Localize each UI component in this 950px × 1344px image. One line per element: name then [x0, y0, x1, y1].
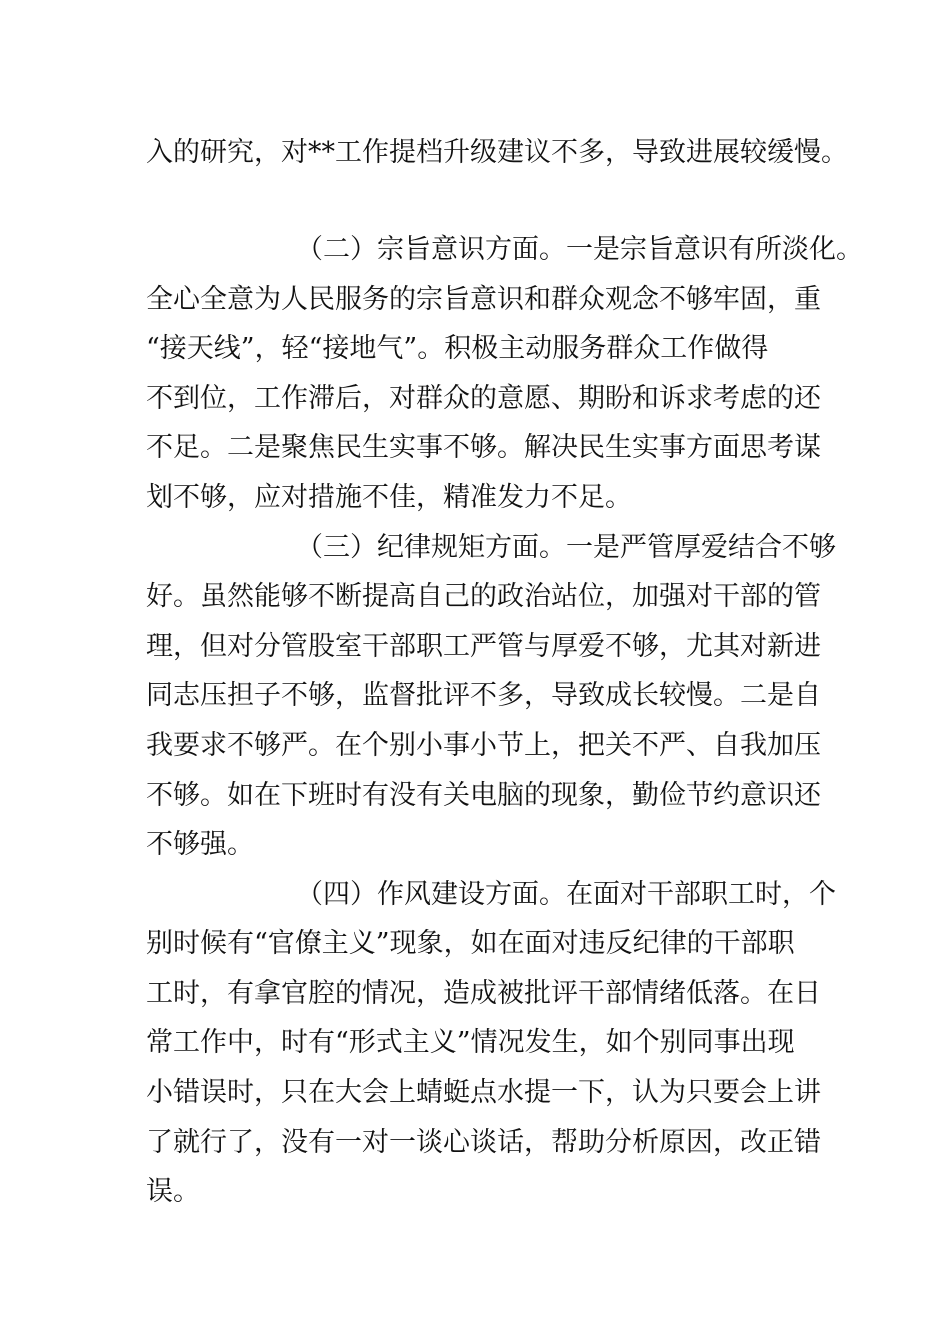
section-2-line-6: 划不够，应对措施不佳，精准发力不足。 [146, 482, 632, 513]
section-3-line-3: 理，但对分管股室干部职工严管与厚爱不够，尤其对新进 [146, 631, 821, 662]
section-4-heading-line: （四）作风建设方面。在面对干部职工时，个 [296, 879, 836, 910]
paragraph-1-line-1: 入的研究，对**工作提档升级建议不多，导致进展较缓慢。 [146, 137, 848, 168]
section-4-line-3: 工时，有拿官腔的情况，造成被批评干部情绪低落。在日 [146, 978, 821, 1009]
section-2-line-2: 全心全意为人民服务的宗旨意识和群众观念不够牢固，重 [146, 284, 821, 315]
section-4-line-7: 误。 [146, 1176, 200, 1207]
section-2-line-3: “接天线”，轻“接地气”。积极主动服务群众工作做得 [146, 333, 769, 364]
section-4-line-4: 常工作中，时有“形式主义”情况发生，如个别同事出现 [146, 1027, 795, 1058]
section-3-line-4: 同志压担子不够，监督批评不多，导致成长较慢。二是自 [146, 680, 821, 711]
section-3-line-6: 不够。如在下班时有没有关电脑的现象，勤俭节约意识还 [146, 780, 821, 811]
section-3-line-2: 好。虽然能够不断提高自己的政治站位，加强对干部的管 [146, 581, 821, 612]
section-3-line-7: 不够强。 [146, 829, 254, 860]
section-2-line-4: 不到位，工作滞后，对群众的意愿、期盼和诉求考虑的还 [146, 383, 821, 414]
section-4-line-5: 小错误时，只在大会上蜻蜓点水提一下，认为只要会上讲 [146, 1077, 821, 1108]
section-4-line-6: 了就行了，没有一对一谈心谈话，帮助分析原因，改正错 [146, 1127, 821, 1158]
section-2-heading-line: （二）宗旨意识方面。一是宗旨意识有所淡化。 [296, 234, 863, 265]
section-3-heading-line: （三）纪律规矩方面。一是严管厚爱结合不够 [296, 532, 836, 563]
section-4-line-2: 别时候有“官僚主义”现象，如在面对违反纪律的干部职 [146, 928, 795, 959]
section-3-line-5: 我要求不够严。在个别小事小节上，把关不严、自我加压 [146, 730, 821, 761]
section-2-line-5: 不足。二是聚焦民生实事不够。解决民生实事方面思考谋 [146, 432, 821, 463]
